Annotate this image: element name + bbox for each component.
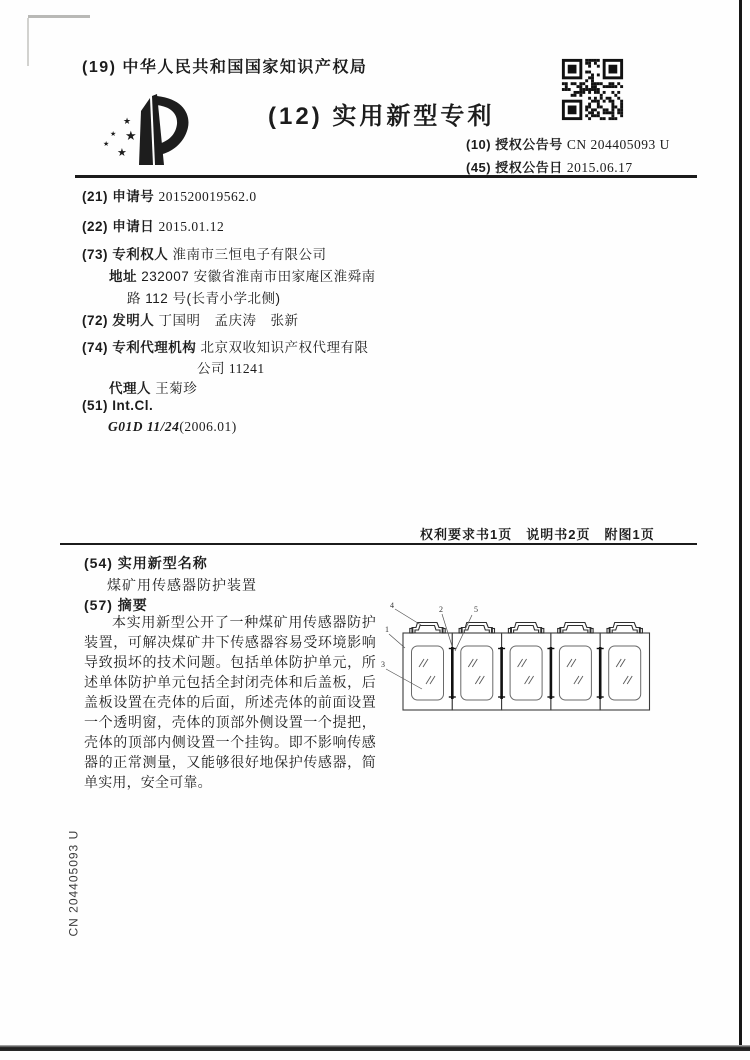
figure-callout: 5 <box>474 605 478 614</box>
address-label: 地址 <box>109 269 137 284</box>
inventors-row <box>82 309 299 329</box>
header-divider <box>75 175 697 178</box>
application-number-row <box>82 185 257 205</box>
publication-number-value: CN 204405093 U <box>566 137 670 152</box>
title-section-label: 实用新型名称 <box>117 555 208 571</box>
scan-edge-right <box>739 0 742 1049</box>
document-type-title: (12) 实用新型专利 <box>268 103 495 130</box>
patentee-label: (73) 专利权人 <box>82 247 169 262</box>
application-number-value: 201520019562.0 <box>158 189 257 204</box>
address-line2: 路 112 号(长青小学北侧) <box>127 291 281 306</box>
agent-label: 代理人 <box>109 381 151 396</box>
figure-callout: 2 <box>439 605 443 614</box>
abstract-text: 本实用新型公开了一种煤矿用传感器防护装置，可解决煤矿井下传感器容易受环境影响导致损坏的技术问题。包括单体防护单元，所述单体防护单元包括全封闭壳体和后盖板，后盖板设置在壳体的后面，所述壳体的前面设置一个透明窗，壳体的顶部外侧设置一个提把，壳体的顶部内侧设置一个挂钩。即不影响传感器的正常测量，又能够很好地保护传感器，简单实用，安全可靠。 <box>84 614 376 790</box>
agent-value: 王菊珍 <box>155 381 198 396</box>
ipc-value-row <box>108 419 237 435</box>
qr-code-icon <box>559 56 626 123</box>
agency-line1: 北京双收知识产权代理有限 <box>200 340 369 355</box>
star-icon: ★ <box>125 128 137 143</box>
pages-summary: 权利要求书1页 说明书2页 附图1页 <box>420 527 655 542</box>
inventors-value: 丁国明 孟庆涛 张新 <box>158 313 299 328</box>
publication-date-value: 2015.06.17 <box>566 160 633 175</box>
agency-label: (74) 专利代理机构 <box>82 340 197 355</box>
abstract-code: (57) <box>84 597 113 613</box>
agent-row <box>109 377 197 397</box>
office-name: (19) 中华人民共和国国家知识产权局 <box>82 59 368 76</box>
patentee-row <box>82 243 327 263</box>
scan-artifact <box>27 18 29 66</box>
invention-title: 煤矿用传感器防护装置 <box>107 577 257 593</box>
application-date-label: (22) 申请日 <box>82 219 155 234</box>
application-date-value: 2015.01.12 <box>158 219 225 234</box>
section-divider <box>60 543 697 545</box>
agency-line2: 公司 11241 <box>197 361 265 376</box>
star-icon: ★ <box>110 131 117 138</box>
inventors-label: (72) 发明人 <box>82 313 155 328</box>
address-row2 <box>127 287 281 307</box>
address-row <box>109 265 376 285</box>
patentee-value: 淮南市三恒电子有限公司 <box>172 247 327 262</box>
ipc-class: G01D 11/24 <box>108 419 180 434</box>
figure-callout: 4 <box>390 601 394 610</box>
application-number-label: (21) 申请号 <box>82 189 155 204</box>
abstract-label: 摘要 <box>117 597 148 613</box>
figure-callout: 1 <box>385 625 389 634</box>
scan-artifact <box>28 15 90 18</box>
star-icon: ★ <box>117 147 127 159</box>
publication-number-label: (10) 授权公告号 <box>466 137 563 152</box>
address-line1: 232007 安徽省淮南市田家庵区淮舜南 <box>141 269 376 284</box>
application-date-row <box>82 215 224 235</box>
agency-row2 <box>197 357 265 377</box>
patent-drawing <box>375 595 705 745</box>
figure-callout: 3 <box>381 660 385 669</box>
title-section-heading <box>84 553 208 573</box>
publication-date-row <box>466 157 633 176</box>
ipc-version: (2006.01) <box>179 419 237 434</box>
ipc-label: (51) Int.Cl. <box>82 398 154 413</box>
publication-date-label: (45) 授权公告日 <box>466 160 563 175</box>
star-icon: ★ <box>103 141 110 148</box>
agency-row <box>82 336 369 356</box>
cnipa-logo-icon <box>95 86 201 174</box>
title-section-code: (54) <box>84 555 113 571</box>
publication-number-row <box>466 134 670 153</box>
side-publication-number: CN 204405093 U <box>66 829 81 937</box>
scan-edge-bottom <box>0 1045 750 1051</box>
ipc-row <box>82 398 153 413</box>
star-icon: ★ <box>123 116 132 126</box>
